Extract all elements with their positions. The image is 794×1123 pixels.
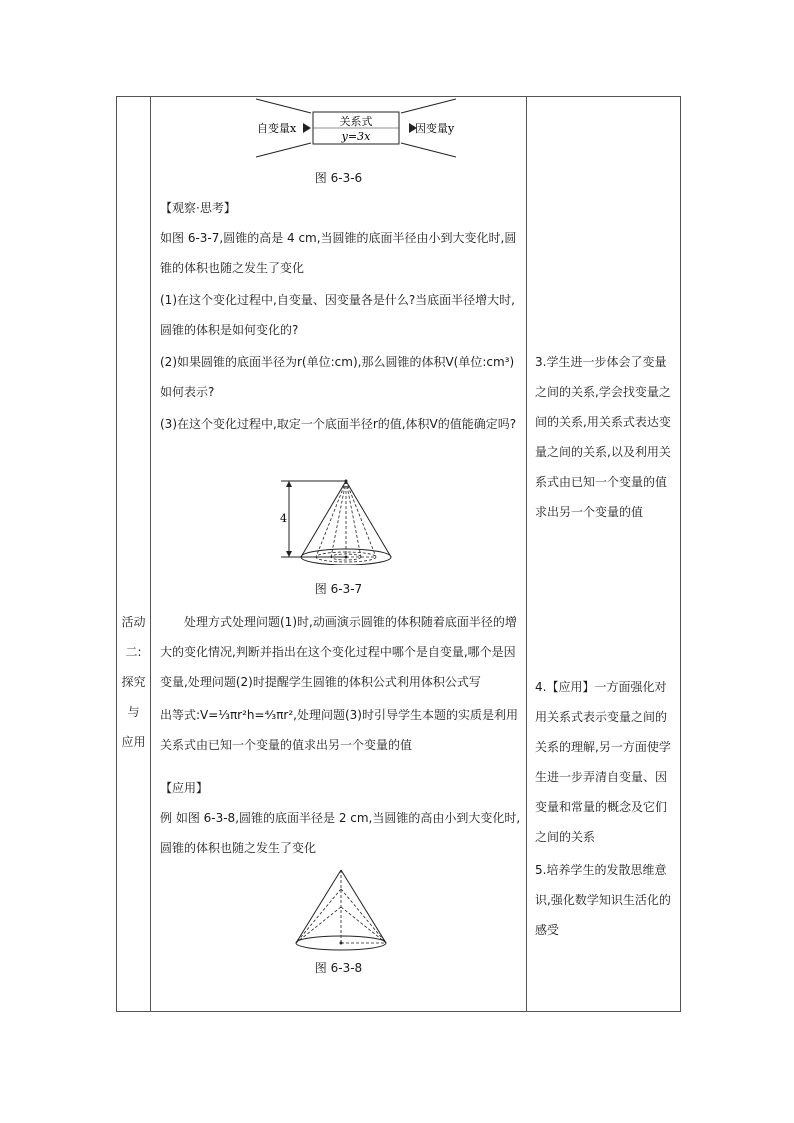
activity-label-line: 与: [127, 705, 140, 719]
question-1: (1)在这个变化过程中,自变量、因变量各是什么?当底面半径增大时,圆锥的体积是如何变化的?: [160, 293, 515, 337]
activity-column: [117, 97, 151, 1012]
figure-caption: 图 6-3-7: [314, 582, 363, 596]
activity-label-line: 探究: [121, 675, 146, 689]
example-text: 例 如图 6-3-8,圆锥的底面半径是 2 cm,当圆锥的高由小到大变化时,圆锥的体积也随之发生了变化: [160, 811, 521, 855]
diagram-right-label: 因变量y: [415, 122, 455, 135]
figure-caption: 图 6-3-6: [314, 171, 363, 185]
design-note-5: 5.培养学生的发散思维意识,强化数学知识生活化的感受: [535, 863, 671, 937]
cone-diagram-radius: [291, 867, 391, 953]
process-formula: 出等式:V=⅓πr²h=⁴⁄₃πr²,处理问题(3)时引导学生本题的实质是利用关系式由已知一个变量的值求出另一个变量的值: [160, 708, 518, 752]
activity-label-line: 应用: [121, 735, 146, 749]
variable-relation-diagram: [251, 97, 461, 159]
teaching-content-column: [151, 97, 527, 1012]
question-2: (2)如果圆锥的底面半径为r(单位:cm),那么圆锥的体积V(单位:cm³)如何表示?: [160, 355, 515, 399]
process-description: 处理方式处理问题(1)时,动画演示圆锥的体积随着底面半径的增大的变化情况,判断并指出在这个变化过程中哪个是自变量,哪个是因变量,处理问题(2)时提醒学生圆锥的体积公式利用体积公式写: [160, 615, 517, 689]
activity-label-line: 二:: [125, 645, 142, 659]
design-intent-column: [527, 97, 681, 1012]
activity-label: [117, 607, 150, 757]
figure-caption: 图 6-3-8: [314, 961, 363, 975]
observe-heading: 【观察·思考】: [160, 201, 236, 215]
cone-diagram-height: [276, 475, 406, 565]
activity-label-line: 活动: [121, 615, 146, 629]
diagram-left-label: 自变量x: [257, 122, 297, 135]
diagram-box-top: 关系式: [339, 115, 373, 128]
apply-heading: 【应用】: [160, 781, 209, 795]
observe-intro: 如图 6-3-7,圆锥的高是 4 cm,当圆锥的底面半径由小到大变化时,圆锥的体积也随之发生了变化: [160, 231, 517, 275]
diagram-box-bottom: y=3x: [341, 130, 371, 143]
question-3: (3)在这个变化过程中,取定一个底面半径r的值,体积V的值能确定吗?: [160, 417, 517, 431]
lesson-table: [116, 96, 681, 1012]
design-note-4: 4.【应用】一方面强化对用关系式表示变量之间的关系的理解,另一方面使学生进一步弄清自变量、因变量和常量的概念及它们之间的关系: [535, 680, 671, 844]
design-note-3: 3.学生进一步体会了变量之间的关系,学会找变量之间的关系,用关系式表达变量之间的关系,以及利用关系式由已知一个变量的值求出另一个变量的值: [535, 355, 671, 519]
cone-height-label: 4: [280, 512, 287, 525]
